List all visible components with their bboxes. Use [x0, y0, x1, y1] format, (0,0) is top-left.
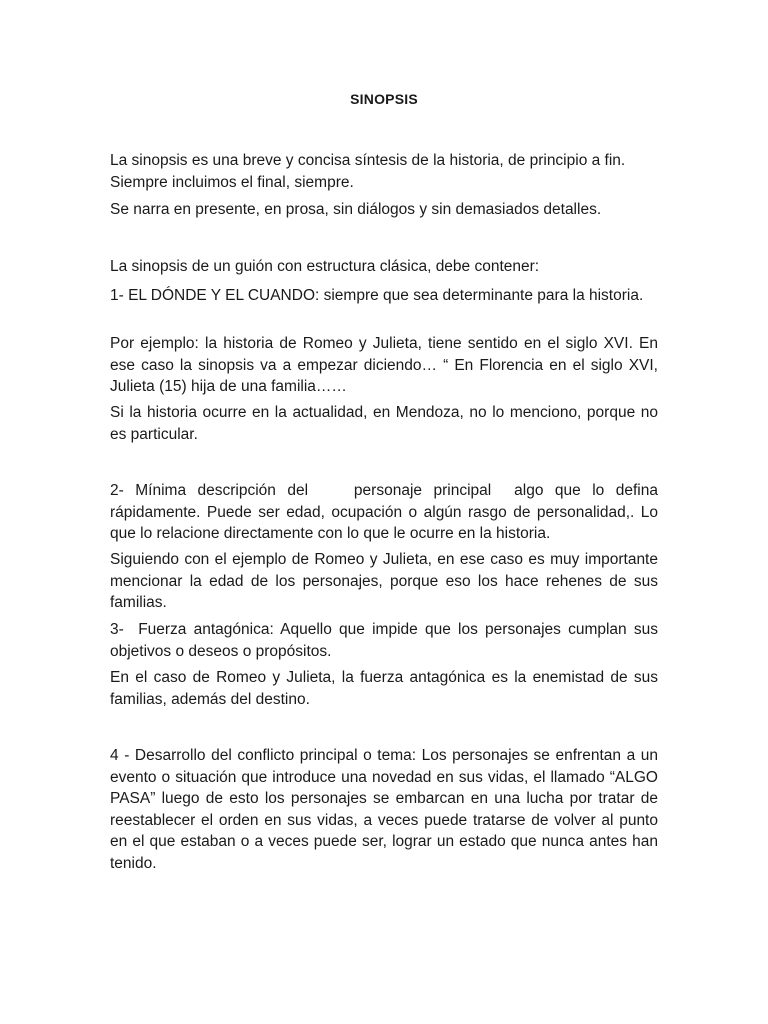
paragraph-present-day: Si la historia ocurre en la actualidad, en Mendoza, no lo menciono, porque no es particular. [110, 404, 658, 443]
paragraph-point-1: 1- EL DÓNDE Y EL CUANDO: siempre que sea determinante para la historia. [110, 287, 644, 304]
paragraph-structure-intro: La sinopsis de un guión con estructura clásica, debe contener: [110, 258, 540, 275]
paragraph-point-2: 2- Mínima descripción del personaje principal algo que lo defina rápidamente. Puede ser edad, ocupación o algún rasgo de personalidad,. Lo que lo relacione directamente con lo que le ocurre en la historia. [110, 482, 663, 542]
paragraph-definition: La sinopsis es una breve y concisa síntesis de la historia, de principio a fin. Siempre incluimos el final, siempre. [110, 152, 626, 191]
paragraph-point-3: 3- Fuerza antagónica: Aquello que impide que los personajes cumplan sus objetivos o deseos o propósitos. [110, 621, 663, 660]
document-title: SINOPSIS [350, 91, 418, 107]
paragraph-point-4: 4 - Desarrollo del conflicto principal o tema: Los personajes se enfrentan a un evento o situación que introduce una novedad en sus vidas, el llamado “ALGO PASA” luego de esto los personajes se embarcan en una lucha por tratar de reestablecer el orden en sus vidas, a veces puede tratarse de volver al punto en el que estaban o a veces puede ser, lograr un estado que nunca antes han tenido. [110, 747, 658, 872]
paragraph-example-ages: Siguiendo con el ejemplo de Romeo y Julieta, en ese caso es muy importante mencionar la edad de los personajes, porque eso los hace rehenes de sus familias. [110, 551, 658, 611]
paragraph-antagonist-example: En el caso de Romeo y Julieta, la fuerza antagónica es la enemistad de sus familias, además del destino. [110, 669, 658, 708]
paragraph-example-romeo: Por ejemplo: la historia de Romeo y Julieta, tiene sentido en el siglo XVI. En ese caso la sinopsis va a empezar diciendo… “ En Florencia en el siglo XVI, Julieta (15) hija de una familia…… [110, 335, 658, 395]
paragraph-narration-style: Se narra en presente, en prosa, sin diálogos y sin demasiados detalles. [110, 201, 602, 218]
